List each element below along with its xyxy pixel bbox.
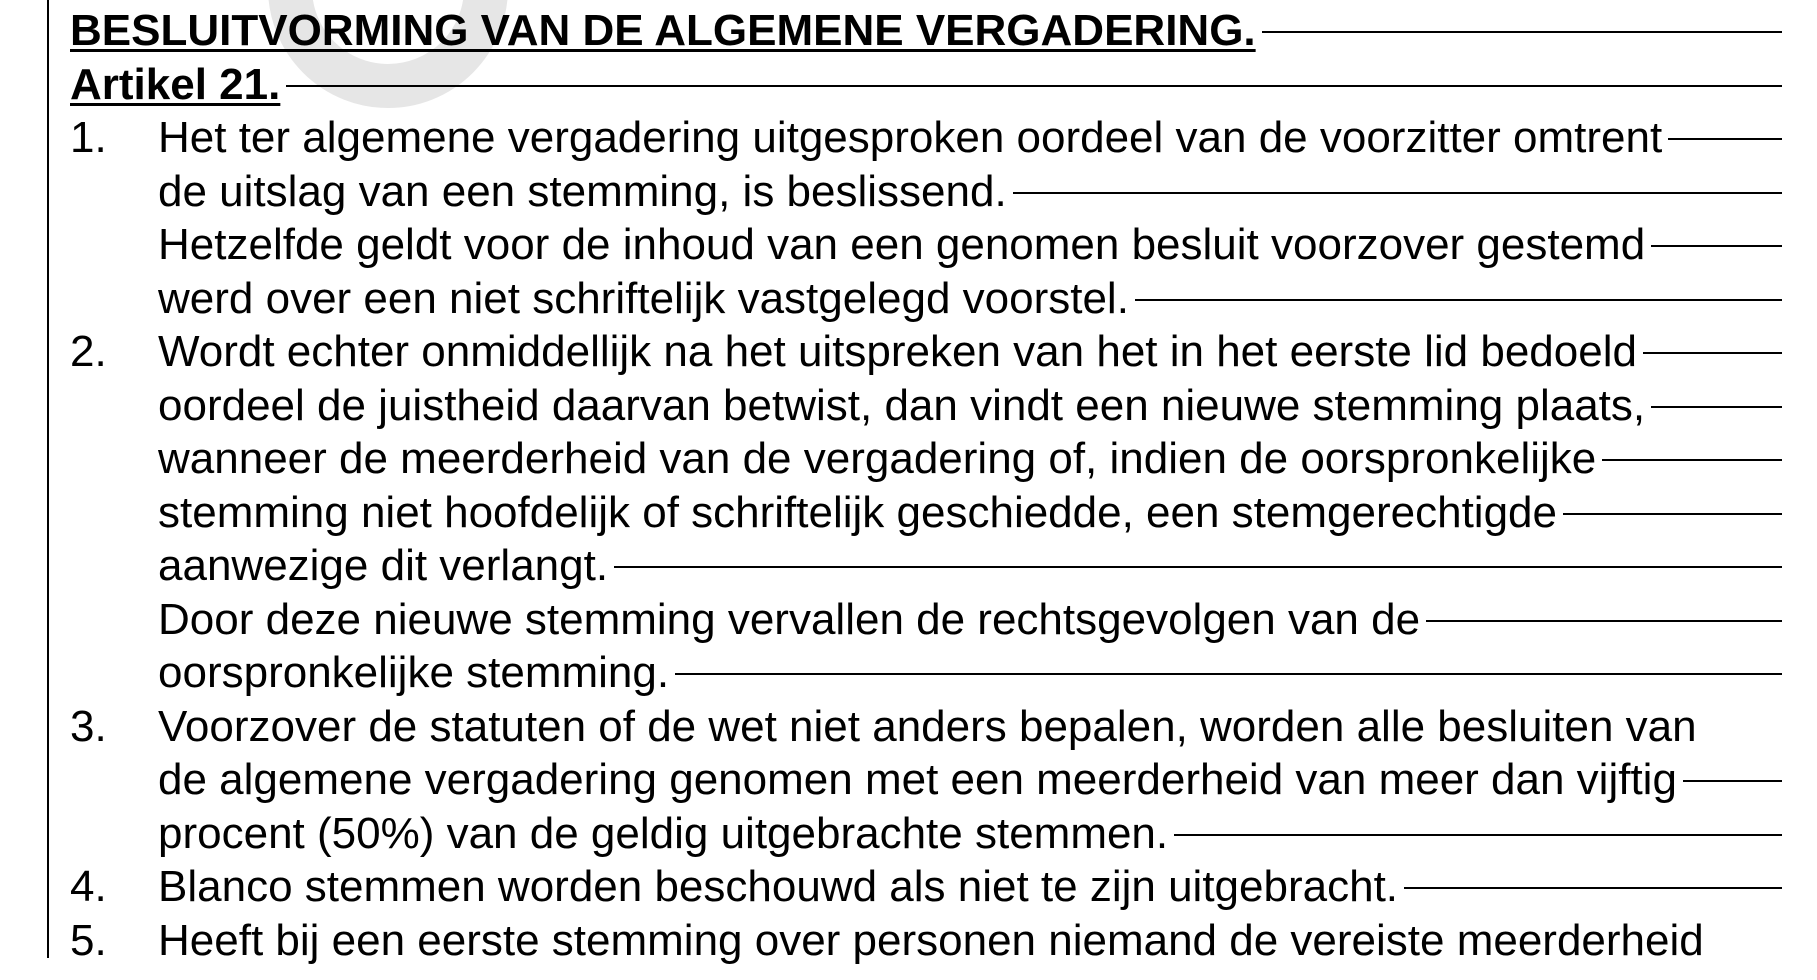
fill-line bbox=[1683, 780, 1782, 782]
item-text-line: Hetzelfde geldt voor de inhoud van een genomen besluit voorzover gestemd bbox=[158, 220, 1646, 269]
heading-line bbox=[70, 4, 1782, 58]
fill-line bbox=[1426, 620, 1782, 622]
item-continuation bbox=[70, 593, 1782, 647]
item-continuation bbox=[70, 272, 1782, 326]
item-number: 5. bbox=[70, 915, 107, 965]
fill-line bbox=[1262, 31, 1782, 33]
list-item-1 bbox=[70, 111, 1782, 165]
item-text-line: Het ter algemene vergadering uitgesproken oordeel van de voorzitter omtrent bbox=[158, 113, 1663, 162]
fill-line bbox=[286, 85, 1782, 87]
margin-rule bbox=[47, 0, 49, 958]
item-text-line: de algemene vergadering genomen met een meerderheid van meer dan vijftig bbox=[158, 755, 1677, 804]
fill-line bbox=[1013, 192, 1782, 194]
item-continuation bbox=[70, 807, 1782, 861]
item-text-line: wanneer de meerderheid van de vergadering of, indien de oorspronkelijke bbox=[158, 434, 1597, 483]
item-text-line: Blanco stemmen worden beschouwd als niet te zijn uitgebracht. bbox=[158, 862, 1399, 911]
list-item-5 bbox=[70, 914, 1782, 968]
item-continuation bbox=[70, 486, 1782, 540]
item-text-line: Voorzover de statuten of de wet niet anders bepalen, worden alle besluiten van bbox=[158, 701, 1697, 751]
fill-line bbox=[1651, 406, 1782, 408]
item-text-line: Door deze nieuwe stemming vervallen de rechtsgevolgen van de bbox=[158, 594, 1421, 644]
item-text-line: aanwezige dit verlangt. bbox=[158, 541, 609, 590]
list-item-3 bbox=[70, 700, 1782, 754]
item-continuation bbox=[70, 165, 1782, 219]
item-text-line: oorspronkelijke stemming. bbox=[158, 648, 670, 697]
item-continuation bbox=[70, 753, 1782, 807]
list-item-2 bbox=[70, 325, 1782, 379]
article-title: Artikel 21. bbox=[70, 59, 281, 109]
item-continuation bbox=[70, 646, 1782, 700]
fill-line bbox=[1404, 887, 1782, 889]
item-text-line: oordeel de juistheid daarvan betwist, dan vindt een nieuwe stemming plaats, bbox=[158, 380, 1646, 430]
item-number: 2. bbox=[70, 327, 107, 376]
item-continuation bbox=[70, 432, 1782, 486]
item-number: 4. bbox=[70, 862, 107, 911]
document-page bbox=[70, 4, 1782, 967]
fill-line bbox=[1174, 834, 1782, 836]
fill-line bbox=[614, 566, 1782, 568]
fill-line bbox=[1651, 245, 1782, 247]
item-continuation bbox=[70, 218, 1782, 272]
fill-line bbox=[1643, 352, 1782, 354]
item-text-line: de uitslag van een stemming, is beslissend. bbox=[158, 166, 1007, 216]
item-text-line: Heeft bij een eerste stemming over personen niemand de vereiste meerderheid bbox=[158, 915, 1704, 965]
fill-line bbox=[1135, 299, 1782, 301]
fill-line bbox=[1668, 138, 1782, 140]
section-heading: BESLUITVORMING VAN DE ALGEMENE VERGADERING. bbox=[70, 6, 1256, 55]
fill-line bbox=[1602, 459, 1782, 461]
item-text-line: stemming niet hoofdelijk of schriftelijk geschiedde, een stemgerechtigde bbox=[158, 487, 1557, 537]
item-continuation bbox=[70, 539, 1782, 593]
item-number: 1. bbox=[70, 113, 107, 162]
item-text-line: Wordt echter onmiddellijk na het uitspreken van het in het eerste lid bedoeld bbox=[158, 327, 1637, 376]
item-number: 3. bbox=[70, 701, 107, 751]
item-continuation bbox=[70, 379, 1782, 433]
item-text-line: procent (50%) van de geldig uitgebrachte stemmen. bbox=[158, 808, 1169, 858]
fill-line bbox=[1563, 513, 1782, 515]
article-title-line bbox=[70, 58, 1782, 112]
list-item-4 bbox=[70, 860, 1782, 914]
item-text-line: werd over een niet schriftelijk vastgelegd voorstel. bbox=[158, 273, 1129, 323]
fill-line bbox=[675, 673, 1782, 675]
